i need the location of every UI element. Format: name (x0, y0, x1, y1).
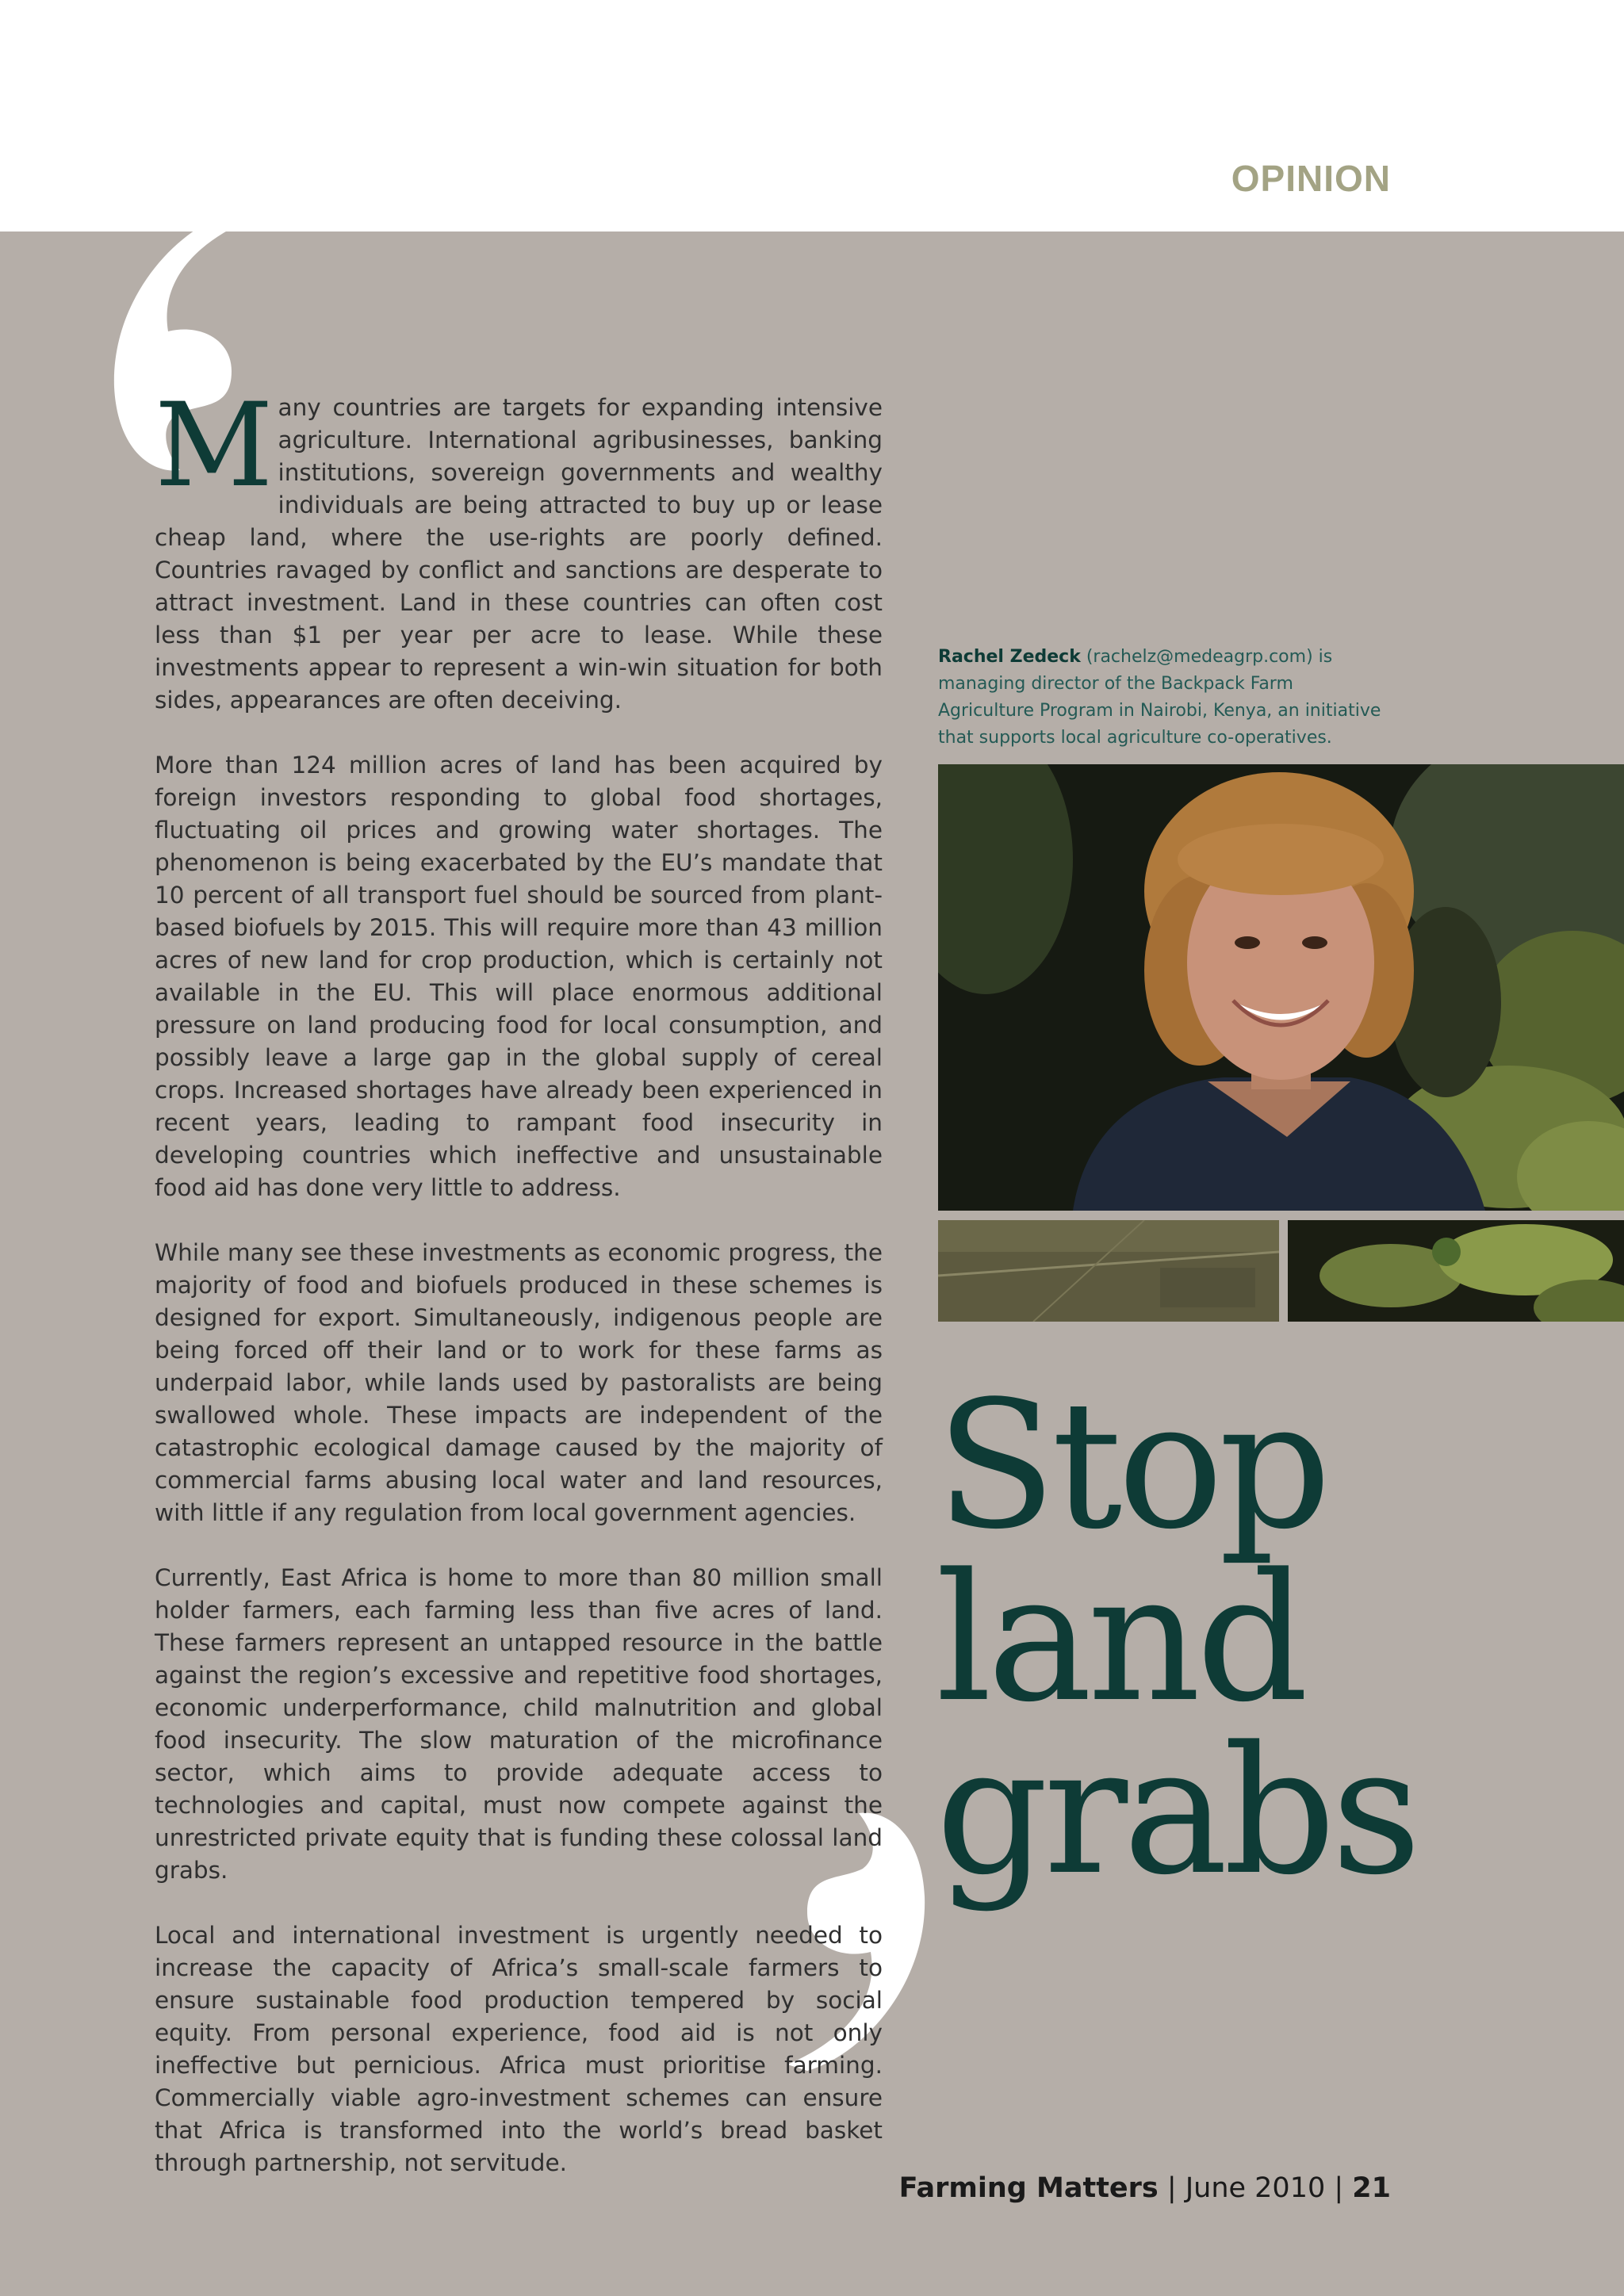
footer-separator-1: | (1158, 2172, 1185, 2204)
headline (936, 1364, 1417, 1914)
footer-separator-2: | (1325, 2172, 1353, 2204)
article-paragraph-1 (155, 378, 883, 717)
drop-cap: M (155, 378, 274, 513)
article-paragraph-2: More than 124 million acres of land has been acquired by foreign investors responding to global food shortages, fluctuating oil prices and growing water shortages. The phenomenon is being exacerbated by the EU’s mandate that 10 percent of all transport fuel should be sourced from plant-based biofuels by 2015. This will require more than 43 million acres of new land for crop production, which is certainly not available in the EU. This will place enormous additional pressure on land producing food for local consumption, and possibly leave a large gap in the global supply of cereal crops. Increased shortages have already been experienced in recent years, leading to rampant food insecurity in developing countries which ineffective and unsustainable food aid has done very little to address. (155, 752, 883, 1201)
page-footer (899, 2172, 1391, 2204)
article-paragraph-4: Currently, East Africa is home to more than 80 million small holder farmers, each farming less than five acres of land. These farmers represent an untapped resource in the battle against the region’s excessive and repetitive food shortages, economic underperformance, child malnutrition and global food insecurity. The slow maturation of the microfinance sector, which aims to provide adequate access to technologies and capital, must now compete against the unrestricted private equity that is funding these colossal land grabs. (155, 1564, 883, 1884)
issue-date: June 2010 (1185, 2172, 1326, 2204)
author-bio (938, 644, 1382, 752)
article-paragraph-3: While many see these investments as economic progress, the majority of food and biofuels produced in these schemes is designed for export. Simultaneously, indigenous people are being forced off their land or to work for these farms as underpaid labor, while lands used by pastoralists are being swallowed whole. These impacts are independent of the catastrophic ecological damage caused by the majority of commercial farms abusing local water and land resources, with little if any regulation from local government agencies. (155, 1239, 883, 1526)
headline-line-2: land (936, 1536, 1304, 1741)
author-portrait (938, 764, 1624, 1211)
author-bio-text: (rachelz@medeagrp.com) is managing director of the Backpack Farm Agriculture Program in Nairobi, Kenya, an initiative that supports local agriculture co-operatives. (938, 647, 1381, 748)
paragraph-1-text: any countries are targets for expanding intensive agriculture. International agribusinesses, banking institutions, sovereign governments and wealthy individuals are being attracted to buy up or lease cheap land, where the use-rights are poorly defined. Countries ravaged by conflict and sanctions are desperate to attract investment. Land in these countries can often cost less than $1 per year per acre to lease. While these investments appear to represent a win-win situation for both sides, appearances are often deceiving. (155, 394, 883, 714)
author-name: Rachel Zedeck (938, 647, 1081, 667)
headline-line-1: Stop (936, 1364, 1327, 1568)
section-label: OPINION (1231, 158, 1391, 199)
publication-name: Farming Matters (898, 2172, 1159, 2204)
leaves-thumbnail (1288, 1220, 1624, 1322)
aerial-farmland-thumbnail (938, 1220, 1279, 1322)
article-paragraph-5: Local and international investment is urgently needed to increase the capacity of Africa’s small-scale farmers to ensure sustainable food production tempered by social equity. From personal experience, food aid is not only ineffective but pernicious. Africa must prioritise farming. Commercially viable agro-investment schemes can ensure that Africa is transformed into the world’s bread basket through partnership, not servitude. (155, 1922, 883, 2176)
headline-line-3: grabs (936, 1709, 1417, 1914)
article-body (155, 378, 883, 2212)
page-number: 21 (1352, 2172, 1391, 2204)
